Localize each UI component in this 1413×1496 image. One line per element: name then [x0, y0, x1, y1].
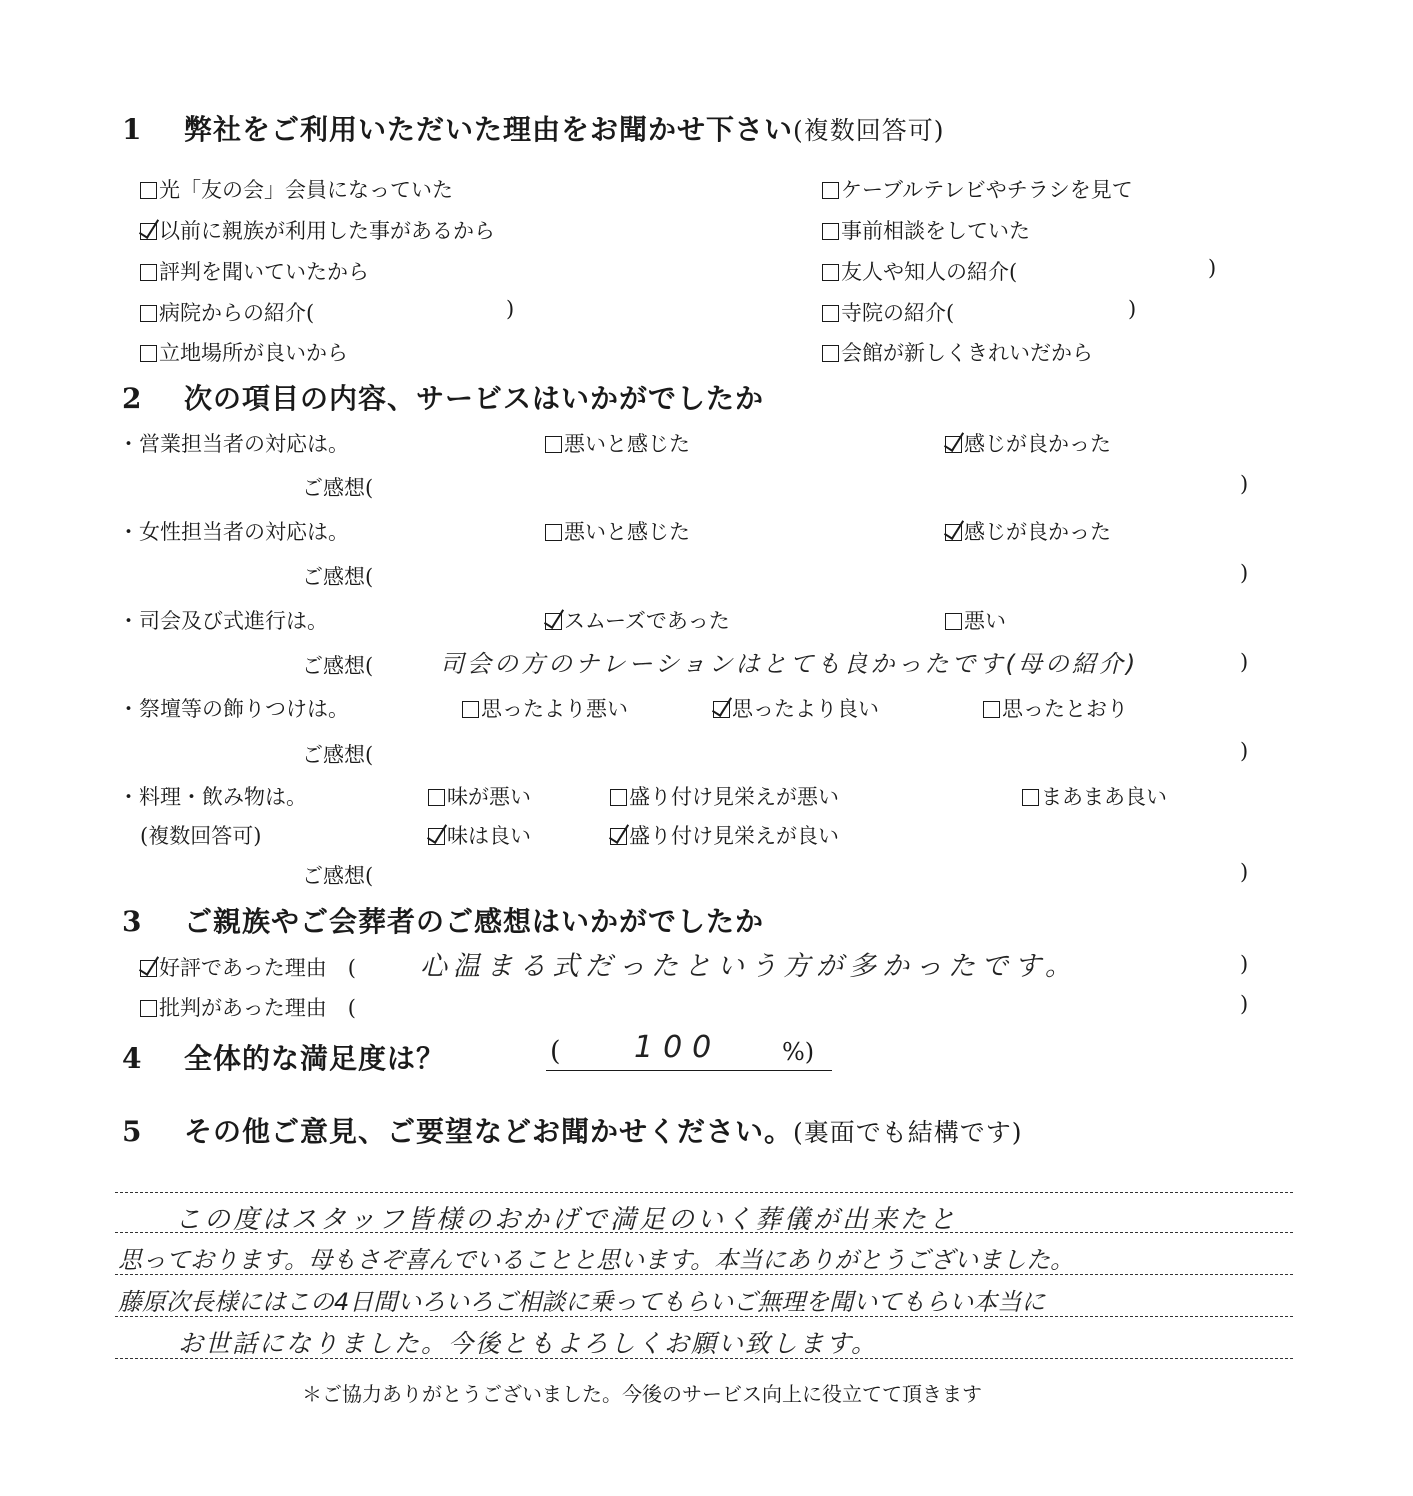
- checkbox[interactable]: [140, 1000, 157, 1017]
- q3-row[interactable]: 批判があった理由 (: [140, 992, 356, 1022]
- checkbox[interactable]: [822, 305, 839, 322]
- q1-option[interactable]: 友人や知人の紹介(: [822, 256, 1017, 286]
- satisfaction-field[interactable]: ( 100 %): [546, 1030, 832, 1071]
- comment-label: ご感想(: [302, 743, 374, 767]
- checkbox[interactable]: [822, 345, 839, 362]
- checkbox[interactable]: [140, 305, 157, 322]
- q2-item-label: ・司会及び式進行は。: [118, 609, 328, 633]
- q2-item-label: ・営業担当者の対応は。: [118, 432, 349, 456]
- q2-option[interactable]: 盛り付け見栄えが悪い: [610, 781, 839, 811]
- checkbox-checked[interactable]: [713, 701, 730, 718]
- checkbox-checked[interactable]: [610, 828, 627, 845]
- q2-option[interactable]: 味は良い: [428, 820, 531, 850]
- checkbox[interactable]: [610, 789, 627, 806]
- handwritten-comment: 司会の方のナレーションはとても良かったです(母の紹介): [440, 650, 1139, 678]
- q2-option[interactable]: 思ったとおり: [983, 693, 1128, 723]
- q1-option[interactable]: 以前に親族が利用した事があるから: [140, 215, 495, 245]
- q1-option[interactable]: 事前相談をしていた: [822, 215, 1030, 245]
- checkbox[interactable]: [140, 182, 157, 199]
- q3-row[interactable]: 好評であった理由 (: [140, 952, 356, 982]
- checkbox[interactable]: [945, 613, 962, 630]
- checkbox[interactable]: [822, 223, 839, 240]
- q1-heading: 1 弊社をご利用いただいた理由をお聞かせ下さい(複数回答可): [122, 113, 945, 146]
- checkbox[interactable]: [140, 264, 157, 281]
- close-paren: ): [1240, 561, 1249, 585]
- q2-option[interactable]: 悪い: [945, 605, 1006, 635]
- comment-label: ご感想(: [302, 476, 374, 500]
- comment-label: ご感想(: [302, 565, 374, 589]
- q1-option[interactable]: 評判を聞いていたから: [140, 256, 369, 286]
- q2-option[interactable]: 味が悪い: [428, 781, 531, 811]
- q1-option[interactable]: 光「友の会」会員になっていた: [140, 174, 453, 204]
- q2-item-label: ・女性担当者の対応は。: [118, 520, 349, 544]
- close-paren: ): [1240, 650, 1249, 674]
- q2-option[interactable]: 盛り付け見栄えが良い: [610, 820, 839, 850]
- q1-option[interactable]: 病院からの紹介(: [140, 297, 314, 327]
- close-paren: ): [1240, 472, 1249, 496]
- q4-heading: 4 全体的な満足度は？: [122, 1042, 446, 1075]
- close-paren: ): [1240, 860, 1249, 884]
- q2-option[interactable]: まあまあ良い: [1022, 781, 1167, 811]
- close-paren: ): [1208, 256, 1217, 280]
- checkbox[interactable]: [462, 701, 479, 718]
- checkbox-checked[interactable]: [140, 960, 157, 977]
- q2-option[interactable]: 感じが良かった: [945, 516, 1111, 546]
- q5-heading: 5 その他ご意見、ご要望などお聞かせください。(裏面でも結構です): [122, 1115, 1023, 1148]
- checkbox[interactable]: [983, 701, 1000, 718]
- ruled-line: [115, 1192, 1293, 1193]
- checkbox[interactable]: [140, 345, 157, 362]
- q2-option[interactable]: 感じが良かった: [945, 428, 1111, 458]
- q2-option[interactable]: 悪いと感じた: [545, 516, 690, 546]
- q2-item-label: ・祭壇等の飾りつけは。: [118, 697, 349, 721]
- handwritten-line: お世話になりました。今後ともよろしくお願い致します。: [178, 1329, 879, 1358]
- close-paren: ): [506, 297, 515, 321]
- q2-option[interactable]: スムーズであった: [545, 605, 730, 635]
- checkbox-checked[interactable]: [140, 223, 157, 240]
- checkbox[interactable]: [545, 524, 562, 541]
- close-paren: ): [1240, 739, 1249, 763]
- checkbox[interactable]: [822, 264, 839, 281]
- handwritten-line: この度はスタッフ皆様のおかげで満足のいく葬儀が出来たと: [175, 1205, 959, 1235]
- footer-note: ＊ご協力ありがとうございました。今後のサービス向上に役立てて頂きます: [302, 1382, 982, 1406]
- checkbox-checked[interactable]: [945, 436, 962, 453]
- checkbox[interactable]: [545, 436, 562, 453]
- comment-label: ご感想(: [302, 864, 374, 888]
- q3-heading: 3 ご親族やご会葬者のご感想はいかがでしたか: [122, 905, 765, 938]
- q1-option[interactable]: 立地場所が良いから: [140, 337, 348, 367]
- q2-option[interactable]: 思ったより良い: [713, 693, 879, 723]
- close-paren: ): [1128, 297, 1137, 321]
- q2-option[interactable]: 思ったより悪い: [462, 693, 628, 723]
- handwritten-line: 思っております。母もさぞ喜んでいることと思います。本当にありがとうございました。: [118, 1246, 1075, 1274]
- comment-label: ご感想(: [302, 654, 374, 678]
- checkbox-checked[interactable]: [545, 613, 562, 630]
- handwritten-answer: 心温まる式だったという方が多かったです。: [420, 951, 1078, 982]
- checkbox-checked[interactable]: [945, 524, 962, 541]
- handwritten-line: 藤原次長様にはこの4日間いろいろご相談に乗ってもらいご無理を聞いてもらい本当に: [118, 1288, 1046, 1316]
- close-paren: ): [1240, 992, 1249, 1016]
- q1-option[interactable]: 会館が新しくきれいだから: [822, 337, 1093, 367]
- q2-heading: 2 次の項目の内容、サービスはいかがでしたか: [122, 382, 765, 415]
- q1-option[interactable]: 寺院の紹介(: [822, 297, 954, 327]
- q2-item-label: ・料理・飲み物は。: [118, 785, 307, 809]
- checkbox[interactable]: [1022, 789, 1039, 806]
- q2-item-sublabel: (複数回答可): [140, 824, 262, 848]
- q2-option[interactable]: 悪いと感じた: [545, 428, 690, 458]
- checkbox-checked[interactable]: [428, 828, 445, 845]
- satisfaction-value: 100: [634, 1030, 722, 1065]
- q1-option[interactable]: ケーブルテレビやチラシを見て: [822, 174, 1133, 204]
- checkbox[interactable]: [428, 789, 445, 806]
- close-paren: ): [1240, 952, 1249, 976]
- checkbox[interactable]: [822, 182, 839, 199]
